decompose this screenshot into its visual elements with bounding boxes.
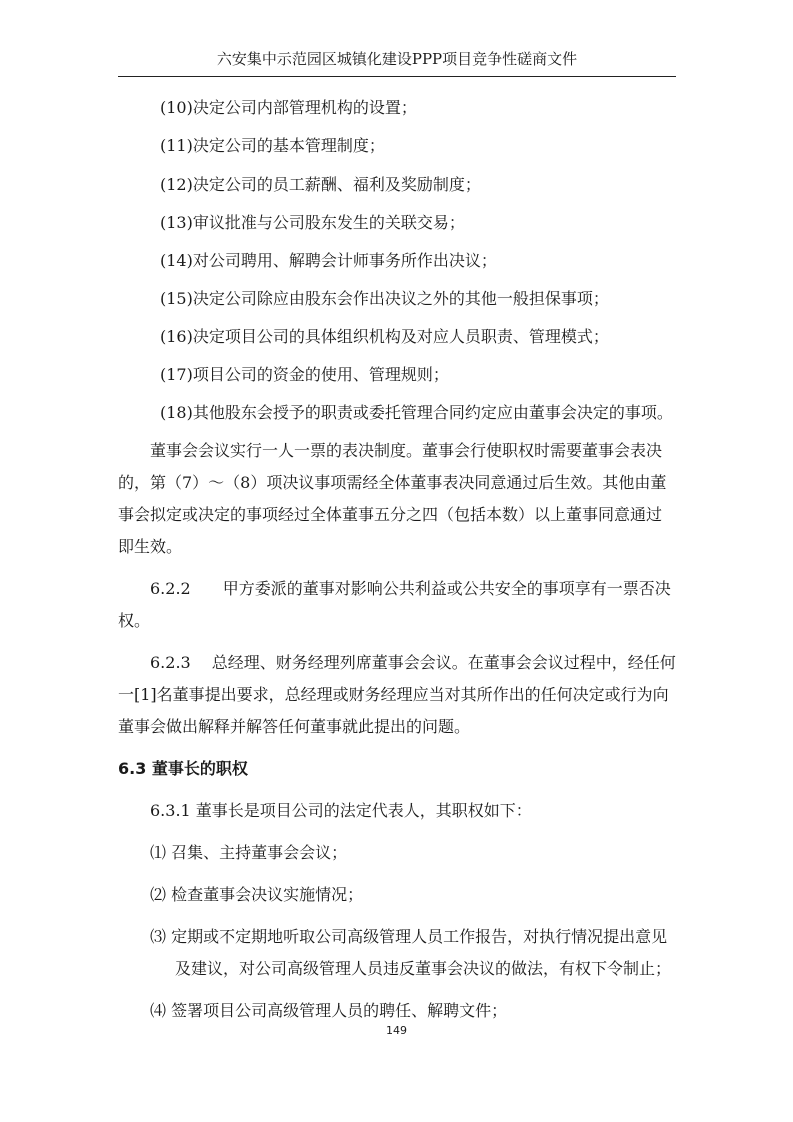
list-item: (17)项目公司的资金的使用、管理规则； xyxy=(160,365,449,384)
paragraph-line: 一[1]名董事提出要求，总经理或财务经理应当对其所作出的任何决定或行为向 xyxy=(118,685,669,704)
paragraph-line: 董事会做出解释并解答任何董事就此提出的问题。 xyxy=(118,717,471,736)
list-item: ⑷ 签署项目公司高级管理人员的聘任、解聘文件； xyxy=(150,1001,508,1020)
paragraph-line: 即生效。 xyxy=(118,537,183,556)
paragraph-line: 事会拟定或决定的事项经过全体董事五分之四（包括本数）以上董事同意通过 xyxy=(118,505,663,524)
list-item: ⑵ 检查董事会决议实施情况； xyxy=(150,885,364,904)
paragraph-line: 6.2.2 甲方委派的董事对影响公共利益或公共安全的事项享有一票否决 xyxy=(150,579,671,598)
list-item: (18)其他股东会授予的职责或委托管理合同约定应由董事会决定的事项。 xyxy=(160,403,673,422)
list-item: ⑶ 定期或不定期地听取公司高级管理人员工作报告，对执行情况提出意见 xyxy=(150,927,668,946)
paragraph-line: 董事会会议实行一人一票的表决制度。董事会行使职权时需要董事会表决 xyxy=(150,441,663,460)
paragraph-line: 6.3.1 董事长是项目公司的法定代表人，其职权如下： xyxy=(150,801,532,820)
section-heading: 6.3 董事长的职权 xyxy=(118,759,248,778)
list-item-continuation: 及建议，对公司高级管理人员违反董事会决议的做法，有权下令制止； xyxy=(175,959,672,978)
paragraph-line: 的，第（7）～（8）项决议事项需经全体董事表决同意通过后生效。其他由董 xyxy=(118,473,667,492)
paragraph-line: 权。 xyxy=(118,611,151,630)
paragraph-line: 6.2.3 总经理、财务经理列席董事会会议。在董事会会议过程中，经任何 xyxy=(150,653,676,672)
list-item: (13)审议批准与公司股东发生的关联交易； xyxy=(160,213,465,232)
header-rule xyxy=(118,76,676,77)
list-item: (11)决定公司的基本管理制度； xyxy=(160,136,385,155)
running-header: 六安集中示范园区城镇化建设PPP项目竞争性磋商文件 xyxy=(216,50,578,68)
list-item: (12)决定公司的员工薪酬、福利及奖励制度； xyxy=(160,175,481,194)
list-item: ⑴ 召集、主持董事会会议； xyxy=(150,843,348,862)
list-item: (15)决定公司除应由股东会作出决议之外的其他一般担保事项； xyxy=(160,289,609,308)
list-item: (16)决定项目公司的具体组织机构及对应人员职责、管理模式； xyxy=(160,327,609,346)
page-number: 149 xyxy=(386,1024,407,1037)
list-item: (10)决定公司内部管理机构的设置； xyxy=(160,98,417,117)
list-item: (14)对公司聘用、解聘会计师事务所作出决议； xyxy=(160,251,497,270)
